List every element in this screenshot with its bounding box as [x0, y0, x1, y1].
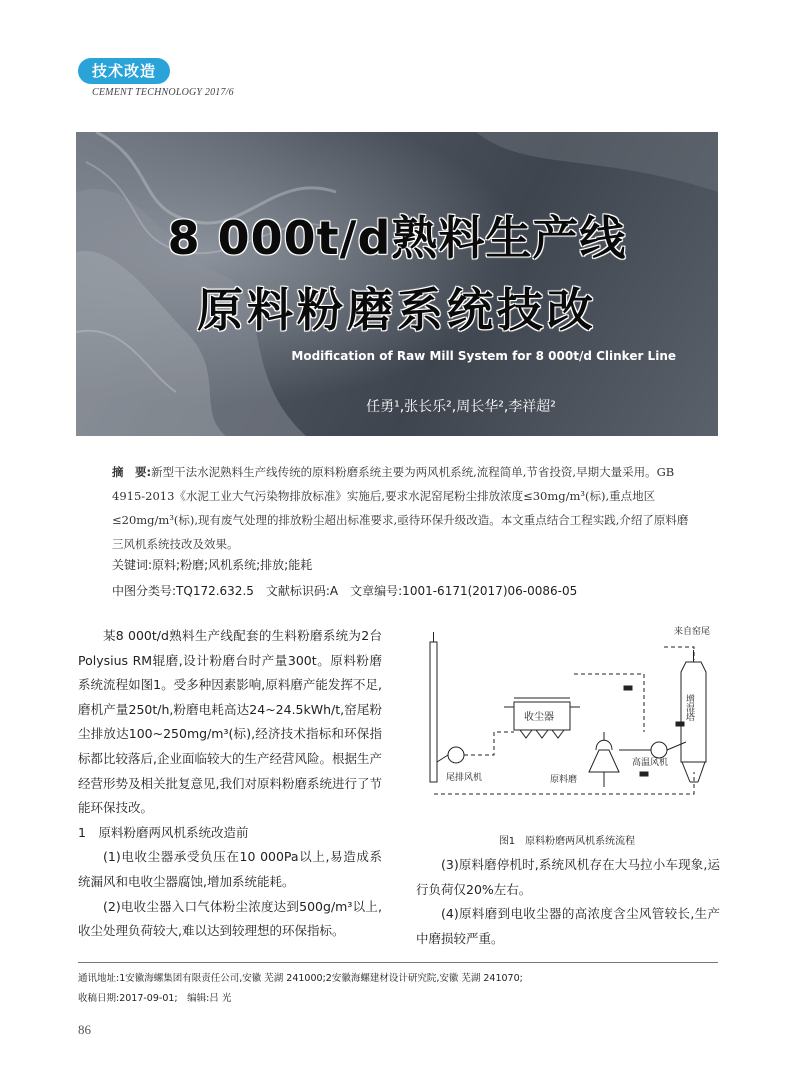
right-column [416, 853, 720, 951]
tail-fan-shape [448, 747, 464, 763]
authors: 任勇¹,张长乐²,周长华²,李祥超² [366, 399, 556, 415]
title-line-2: 原料粉磨系统技改 [197, 283, 597, 337]
hot-fan-shape [651, 742, 667, 758]
paragraph-item-2: (2)电收尘器入口气体粉尘浓度达到500g/m³以上,收尘处理负荷较大,难以达到较理想的环保指标。 [78, 898, 382, 939]
footnote-divider [78, 962, 718, 963]
section-heading-1: 1 原料粉磨两风机系统改造前 [78, 824, 249, 840]
title-line-1: 8 000t/d熟料生产线 [167, 211, 627, 265]
classification-numbers: 中图分类号:TQ172.632.5 文献标识码:A 文章编号:1001-6171(2017)06-0086-05 [112, 584, 578, 598]
process-flow-figure [414, 622, 724, 832]
paragraph-intro: 某8 000t/d熟料生产线配套的生料粉磨系统为2台Polysius RM辊磨,设计粉磨台时产量300t。原料粉磨系统流程如图1。受多种因素影响,原料磨产能发挥不足,磨机产量250t/h,粉磨电耗高达24~24.5kWh/t,窑尾粉尘排放达100~250mg/m³(标),经济技术指标和环保指标都比较落后,企业面临较大的生产经营风险。根据生产经营形势及相关批复意见,我们对原料粉磨系统进行了节能环保技改。 [78, 628, 382, 816]
label-tower: 增湿塔 [684, 694, 694, 721]
page-number: 86 [78, 1022, 91, 1037]
label-collector: 收尘器 [524, 712, 554, 723]
title-banner [76, 132, 718, 436]
raw-mill-shape [589, 750, 619, 772]
paragraph-item-4: (4)原料磨到电收尘器的高浓度含尘风管较长,生产中磨损较严重。 [416, 906, 720, 946]
english-title: Modification of Raw Mill System for 8 000t/d Clinker Line [291, 349, 676, 363]
left-column [78, 624, 382, 944]
section-tag: 技术改造 [78, 58, 170, 84]
label-hot-fan: 高温风机 [632, 758, 669, 768]
abstract-label: 摘 要: [112, 465, 152, 479]
abstract [112, 460, 692, 556]
figure-caption: 图1 原料粉磨两风机系统流程 [498, 836, 636, 847]
label-kiln-tail: 来自窑尾 [674, 627, 711, 637]
label-tail-fan: 尾排风机 [446, 773, 483, 783]
abstract-text: 新型干法水泥熟料生产线传统的原料粉磨系统主要为两风机系统,流程简单,节省投资,早期大量采用。GB 4915-2013《水泥工业大气污染物排放标准》实施后,要求水泥窑尾粉尘排放浓度≤30mg/m³(标),重点地区≤20mg/m³(标),现有废气处理的排放粉尘超出标准要求,亟待环保升级改造。本文重点结合工程实践,介绍了原料磨三风机系统技改及效果。 [112, 465, 689, 551]
paragraph-item-1: (1)电收尘器承受负压在10 000Pa以上,易造成系统漏风和电收尘器腐蚀,增加系统能耗。 [78, 849, 382, 889]
journal-name: CEMENT TECHNOLOGY 2017/6 [92, 87, 234, 98]
paragraph-item-3: (3)原料磨停机时,系统风机存在大马拉小车现象,运行负荷仅20%左右。 [416, 857, 720, 897]
footnote-address: 通讯地址:1安徽海螺集团有限责任公司,安徽 芜湖 241000;2安徽海螺建材设计研究院,安徽 芜湖 241070; [78, 973, 523, 984]
flow-diagram [414, 622, 724, 832]
footnote-dates: 收稿日期:2017-09-01; 编辑:吕 光 [78, 993, 232, 1004]
keywords: 关键词:原料;粉磨;风机系统;排放;能耗 [112, 558, 313, 572]
label-raw-mill: 原料磨 [550, 775, 578, 785]
chimney-shape [430, 642, 437, 782]
